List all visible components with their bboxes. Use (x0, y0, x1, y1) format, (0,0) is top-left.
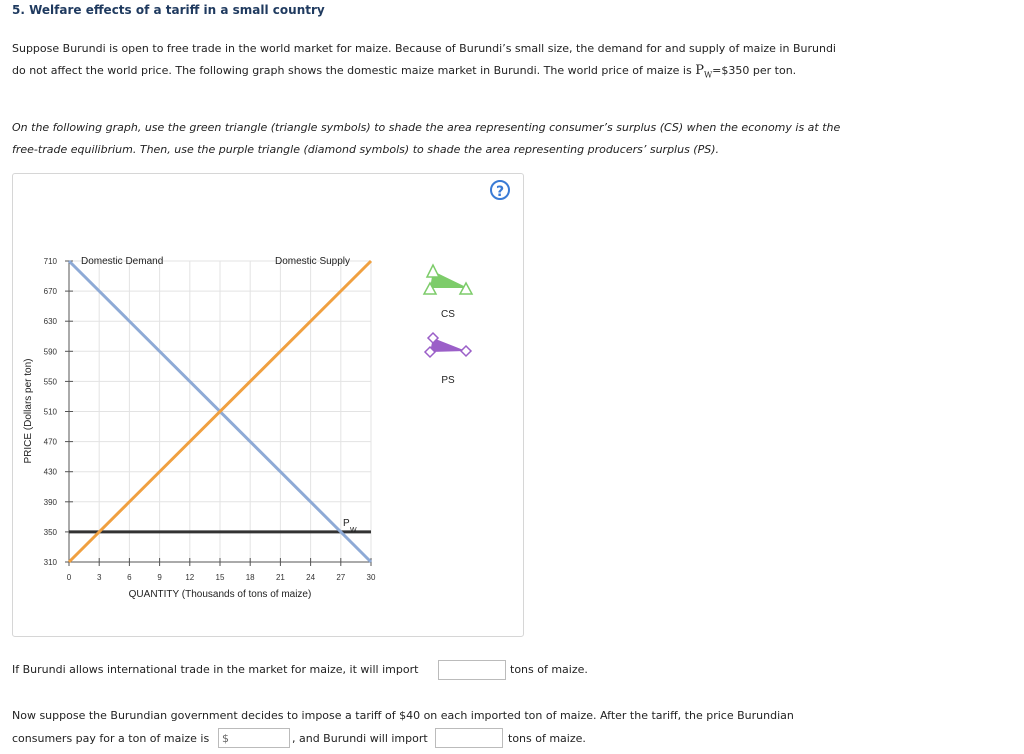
x-tick-label: 30 (366, 573, 376, 582)
x-tick-label: 24 (306, 573, 316, 582)
intro-line-1: Suppose Burundi is open to free trade in the world market for maize. Because of Burundi’s small size, the demand for and supply of maize in Burundi (12, 42, 836, 55)
y-tick-label: 310 (43, 558, 57, 567)
y-tick-label: 670 (43, 287, 57, 297)
ps-diamond-marker (461, 346, 471, 356)
ps-legend-label: PS (441, 375, 455, 386)
demand-curve-label: Domestic Demand (81, 256, 164, 267)
y-tick-label: 350 (43, 527, 57, 537)
instructions-line-1: On the following graph, use the green triangle (triangle symbols) to shade the area representing consumer’s surplus (CS) when the economy is at the (12, 121, 841, 134)
import-quantity-input[interactable] (438, 660, 506, 680)
y-tick-label: 710 (43, 257, 57, 266)
world-price-value: =$350 (712, 64, 750, 77)
q2-text-line-2: consumers pay for a ton of maize is (12, 732, 210, 745)
x-tick-label: 6 (127, 573, 132, 582)
world-price-label-sub: W (350, 527, 357, 534)
intro-line-2: do not affect the world price. The following graph shows the domestic maize market in Burundi. The world price of maize is (12, 64, 696, 77)
supply-curve-label: Domestic Supply (275, 256, 351, 267)
y-axis-label: PRICE (Dollars per ton) (23, 358, 34, 464)
cs-legend-label: CS (441, 309, 455, 320)
y-tick-label: 470 (43, 437, 57, 447)
y-tick-label: 630 (43, 317, 57, 327)
intro-paragraph: Suppose Burundi is open to free trade in the world market for maize. Because of Burundi’s small size, the demand for and supply of maize in Burundi do not affect the world price. The following graph shows the domestic maize market in Burundi. The world price of maize is $P_W=\$350$ per ton. (12, 42, 836, 80)
x-tick-label: 12 (185, 573, 195, 582)
cs-triangle-marker (460, 283, 472, 294)
q1-text: If Burundi allows international trade in the market for maize, it will import (12, 663, 419, 676)
q2-units: tons of maize. (508, 732, 586, 745)
x-tick-label: 21 (275, 573, 285, 582)
world-price-label: P (343, 518, 350, 529)
x-tick-label: 18 (245, 573, 255, 582)
q2-mid-text: , and Burundi will import (292, 732, 428, 745)
q2-text-line-1: Now suppose the Burundian government decides to impose a tariff of $40 on each imported ton of maize. After the tariff, the price Burundian (12, 709, 794, 722)
world-price-symbol: $P_W$ (695, 63, 713, 80)
y-tick-label: 550 (43, 377, 57, 387)
y-tick-label: 390 (43, 497, 57, 507)
q1-units: tons of maize. (510, 663, 588, 676)
tariff-import-quantity-input[interactable] (435, 728, 503, 748)
y-tick-label: 510 (43, 407, 57, 417)
x-tick-label: 27 (336, 573, 346, 582)
instructions-line-2: free-trade equilibrium. Then, use the purple triangle (diamond symbols) to shade the area representing producers’ surplus (PS). (12, 143, 719, 156)
x-tick-label: 0 (66, 573, 72, 582)
y-tick-label: 590 (43, 347, 57, 357)
question-title: 5. Welfare effects of a tariff in a small country (12, 3, 325, 17)
x-tick-label: 3 (96, 573, 102, 582)
dollar-sign: $ (222, 732, 229, 745)
y-tick-label: 430 (43, 467, 57, 477)
x-axis-label: QUANTITY (Thousands of tons of maize) (128, 589, 312, 600)
help-icon[interactable]: ? (490, 180, 510, 200)
x-tick-label: 9 (157, 573, 162, 582)
x-tick-label: 15 (215, 573, 225, 582)
cs-triangle-marker (427, 265, 439, 277)
